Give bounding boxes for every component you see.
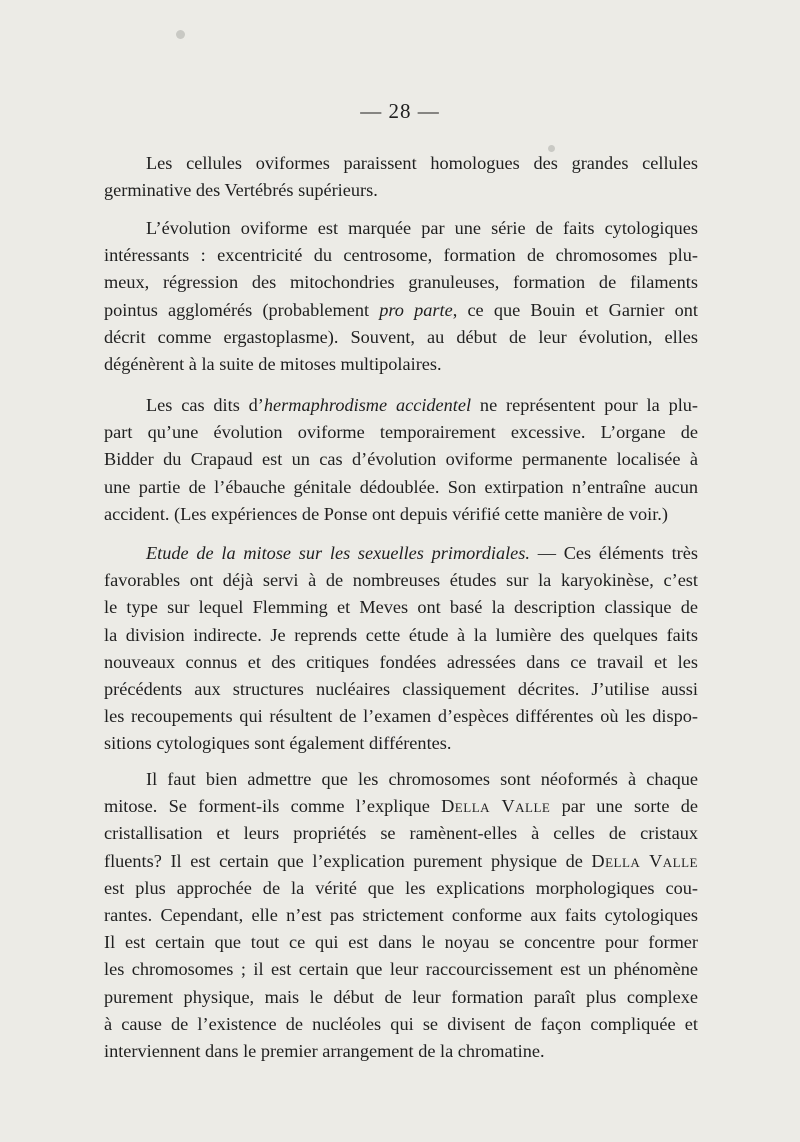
text-line: Les cellules oviformes paraissent homologues des grandes cellules — [146, 153, 698, 173]
paragraph-2 — [104, 215, 698, 378]
author-name: Della Valle — [441, 796, 551, 817]
text-line: nouveaux connus et des critiques fondées adressées dans ce travail et les — [104, 651, 698, 672]
text-line: les chromosomes ; il est certain que leur raccourcissement est un phénomène — [104, 959, 698, 980]
text-line: purement physique, mais le début de leur formation paraît plus complexe — [104, 986, 698, 1007]
page-number: — 28 — — [360, 99, 440, 123]
text-run: par une sorte de — [550, 796, 699, 817]
text-line: favorables ont déjà servi à de nombreuses études sur la karyokinèse, c’est — [104, 570, 698, 591]
text-run: Les cas dits d’ — [146, 395, 264, 415]
text-line: la division indirecte. Je reprends cette étude à la lumière des quelques faits — [104, 624, 698, 645]
text-line: dégénèrent à la suite de mitoses multipolaires. — [104, 354, 442, 375]
author-name: Della Valle — [591, 850, 698, 871]
text-line — [104, 392, 698, 419]
paper-speck — [176, 30, 185, 39]
text-line: meux, régression des mitochondries granuleuses, formation de filaments — [104, 272, 698, 293]
section-heading-italic: Etude de la mitose sur les sexuelles primordiales. — [146, 543, 530, 563]
text-line: germinative des Vertébrés supérieurs. — [104, 180, 378, 201]
italic-term: hermaphrodisme accidentel — [263, 395, 472, 415]
text-line: décrit comme ergastoplasme). Souvent, au début de leur évolution, elles — [104, 326, 698, 347]
text-line: une partie de l’ébauche génitale dédoublée. Son extirpation n’entraîne aucun — [104, 476, 698, 497]
text-run: fluents? Il est certain que l’explication purement physique de — [104, 850, 592, 871]
text-line: sitions cytologiques sont également différentes. — [104, 733, 452, 754]
text-line: intéressants : excentricité du centrosome, formation de chromosomes plu- — [104, 245, 698, 266]
text-line: Il est certain que tout ce qui est dans le noyau se concentre pour former — [104, 932, 698, 953]
text-line: les recoupements qui résultent de l’examen d’espèces différentes où les dispo- — [104, 706, 698, 727]
text-line: part qu’une évolution oviforme temporairement excessive. L’organe de — [104, 422, 698, 443]
text-line — [104, 297, 698, 324]
paragraph-4 — [104, 540, 698, 758]
text-run: ne représentent pour la plu- — [471, 395, 699, 415]
text-line — [104, 793, 698, 820]
text-line: L’évolution oviforme est marquée par une série de faits cytologiques — [146, 218, 698, 238]
text-run: pointus agglomérés (probablement — [104, 299, 380, 320]
text-line: le type sur lequel Flemming et Meves ont basé la description classique de — [104, 597, 698, 618]
text-run: , ce que Bouin et Garnier ont — [452, 299, 698, 320]
text-line — [104, 848, 698, 875]
text-run: mitose. Se forment-ils comme l’explique — [104, 796, 442, 817]
paragraph-5 — [104, 766, 698, 1065]
text-line: accident. (Les expériences de Ponse ont depuis vérifié cette manière de voir.) — [104, 503, 668, 524]
text-line: cristallisation et leurs propriétés se ramènent-elles à celles de cristaux — [104, 823, 698, 844]
paragraph-3 — [104, 392, 698, 528]
text-line: rantes. Cependant, elle n’est pas strictement conforme aux faits cytologiques — [104, 905, 698, 926]
text-line: Il faut bien admettre que les chromosomes sont néoformés à chaque — [146, 769, 698, 789]
text-line: à cause de l’existence de nucléoles qui se divisent de façon compliquée et — [104, 1013, 698, 1034]
text-run: — Ces éléments très — [529, 543, 698, 563]
text-line: est plus approchée de la vérité que les explications morphologiques cou- — [104, 877, 698, 898]
paragraph-1 — [104, 150, 698, 204]
text-line: Bidder du Crapaud est un cas d’évolution oviforme permanente localisée à — [104, 449, 698, 470]
italic-term: pro parte — [379, 299, 453, 320]
text-line: interviennent dans le premier arrangement de la chromatine. — [104, 1041, 545, 1062]
text-line: précédents aux structures nucléaires classiquement décrites. J’utilise aussi — [104, 679, 698, 700]
text-line — [104, 540, 698, 567]
